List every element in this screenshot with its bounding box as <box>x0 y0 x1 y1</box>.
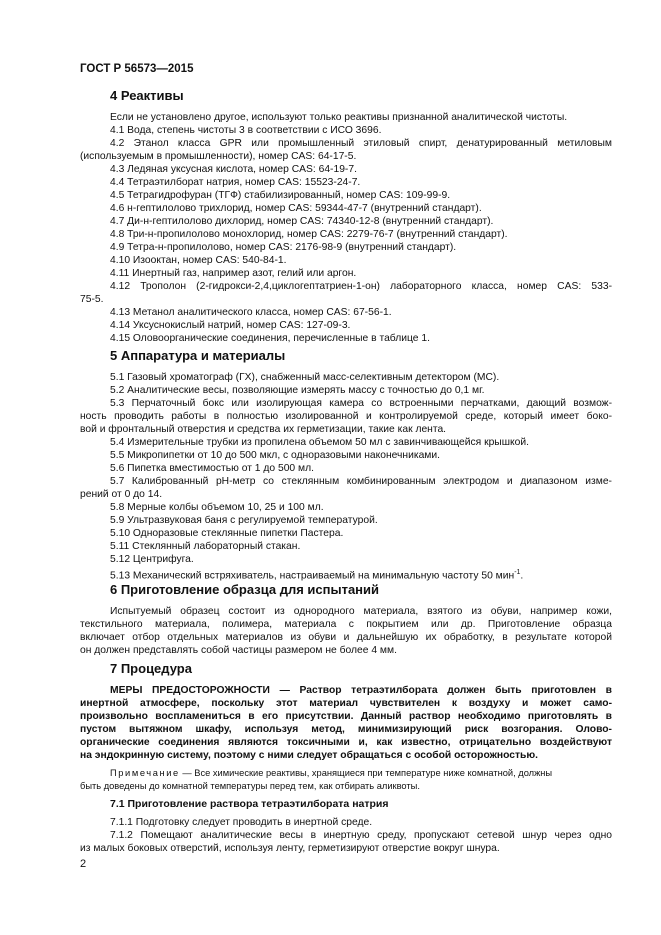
page-number: 2 <box>80 858 87 870</box>
warning-line: произвольно воспламениться в его присутствии. Данный раствор необходимо приготовлять в <box>80 711 612 722</box>
paragraph-text: 5.13 Механический встряхиватель, настраиваемый на минимальную частоту 50 мин <box>110 570 515 582</box>
warning-line: на эндокринную систему, поэтому с ними следует обращаться с особой осторожностью. <box>80 750 539 761</box>
paragraph-line: 4.13 Метанол аналитического класса, номер CAS: 67-56-1. <box>110 307 392 318</box>
paragraph-line: 5.9 Ультразвуковая баня с регулируемой температурой. <box>110 515 378 526</box>
paragraph-line: 75-5. <box>80 294 104 305</box>
paragraph-line: 4.2 Этанол класса GPR или промышленный этиловый спирт, денатурированный метиловым <box>110 138 612 149</box>
paragraph-line: текстильного материала, полимера, материала с покрытием или др. Приготовление образца <box>80 619 612 630</box>
paragraph-line: 4.7 Ди-н-гептилолово дихлорид, номер CAS: 74340-12-8 (внутренний стандарт). <box>110 216 494 227</box>
section-4-title: 4 Реактивы <box>110 88 184 103</box>
paragraph-line: 4.11 Инертный газ, например азот, гелий или аргон. <box>110 268 357 279</box>
paragraph-line: 7.1.1 Подготовку следует проводить в инертной среде. <box>110 817 373 828</box>
document-page <box>80 0 612 935</box>
paragraph-line: из малых боковых отверстий, используя ленту, герметизируют отверстие вокруг шнура. <box>80 843 500 854</box>
paragraph-line: 4.15 Оловоорганические соединения, перечисленные в таблице 1. <box>110 333 430 344</box>
paragraph-line: 5.8 Мерные колбы объемом 10, 25 и 100 мл. <box>110 502 324 513</box>
paragraph-line: 4.1 Вода, степень чистоты 3 в соответствии с ИСО 3696. <box>110 125 382 136</box>
paragraph-line: 5.12 Центрифуга. <box>110 554 194 565</box>
paragraph-line: 4.9 Тетра-н-пропилолово, номер CAS: 2176-98-9 (внутренний стандарт). <box>110 242 457 253</box>
period: . <box>520 570 524 582</box>
paragraph-line: (используемым в промышленности), номер CAS: 64-17-5. <box>80 151 357 162</box>
note-line <box>110 767 552 780</box>
paragraph-line: 5.4 Измерительные трубки из пропилена объемом 50 мл с завинчивающейся крышкой. <box>110 437 529 448</box>
note-line: быть доведены до комнатной температуры перед тем, как отбирать аликвоты. <box>80 781 420 791</box>
section-6-title: 6 Приготовление образца для испытаний <box>110 582 380 597</box>
paragraph-line: ность проводить работы в полностью изолированной и контролируемой среде, который имеет боко- <box>80 411 612 422</box>
paragraph-line: 5.10 Одноразовые стеклянные пипетки Пастера. <box>110 528 344 539</box>
paragraph-line: 5.3 Перчаточный бокс или изолирующая камера со встроенными перчатками, дающий возмож- <box>110 398 612 409</box>
note-text: — Все химические реактивы, хранящиеся при температуре ниже комнатной, должны <box>179 768 553 778</box>
superscript: -1 <box>514 569 521 576</box>
note-label: Примечание <box>110 768 180 778</box>
paragraph-line: 4.14 Уксуснокислый натрий, номер CAS: 127-09-3. <box>110 320 351 331</box>
section-5-title: 5 Аппаратура и материалы <box>110 348 286 363</box>
paragraph-line: 5.11 Стеклянный лабораторный стакан. <box>110 541 301 552</box>
document-header: ГОСТ Р 56573—2015 <box>80 63 194 75</box>
paragraph-line: 7.1.2 Помещают аналитические весы в инертную среду, пропускают сетевой шнур через одно <box>110 830 612 841</box>
paragraph-line: 4.12 Трополон (2-гидрокси-2,4,циклогептатриен-1-он) лабораторного класса, номер CAS: 533- <box>110 281 612 292</box>
warning-line: пустом вытяжном шкафу, используя метод, минимизирующий риск возгорания. Олово- <box>80 724 612 735</box>
paragraph-line: вой и фронтальный отверстия и средства их герметизации, такие как лента. <box>80 424 447 435</box>
paragraph-line: 4.5 Тетрагидрофуран (ТГФ) стабилизированный, номер CAS: 109-99-9. <box>110 190 451 201</box>
paragraph-line: рений от 0 до 14. <box>80 489 163 500</box>
warning-line: МЕРЫ ПРЕДОСТОРОЖНОСТИ — Раствор тетраэтилбората должен быть приготовлен в <box>110 685 612 696</box>
paragraph-line: включает отбор отдельных материалов из обуви и дальнейшую их обработку, в результате которой <box>80 632 612 643</box>
paragraph-line: 4.4 Тетраэтилборат натрия, номер CAS: 15523-24-7. <box>110 177 361 188</box>
paragraph-line: 5.5 Микропипетки от 10 до 500 мкл, с одноразовыми наконечниками. <box>110 450 440 461</box>
paragraph-line: 5.2 Аналитические весы, позволяющие измерять массу с точностью до 0,1 мг. <box>110 385 485 396</box>
paragraph-line: Испытуемый образец состоит из однородного материала, взятого из обуви, например кожи, <box>110 606 612 617</box>
paragraph-line: он должен представлять собой частицы размером не более 4 мм. <box>80 645 397 656</box>
paragraph-line: 5.1 Газовый хроматограф (ГХ), снабженный масс-селективным детектором (МС). <box>110 372 500 383</box>
warning-line: инертной атмосфере, поскольку этот материал чувствителен к воздуху и может само- <box>80 698 612 709</box>
paragraph-line: 4.3 Ледяная уксусная кислота, номер CAS: 64-19-7. <box>110 164 357 175</box>
subsection-7-1-title: 7.1 Приготовление раствора тетраэтилбората натрия <box>110 798 389 810</box>
paragraph-line: 4.10 Изооктан, номер CAS: 540-84-1. <box>110 255 287 266</box>
paragraph-line: Если не установлено другое, используют только реактивы признанной аналитической чистоты. <box>110 112 568 123</box>
paragraph-line: 4.6 н-гептилолово трихлорид, номер CAS: 59344-47-7 (внутренний стандарт). <box>110 203 482 214</box>
paragraph-line: 5.7 Калиброванный pH-метр со стеклянным комбинированным электродом и диапазоном изме- <box>110 476 612 487</box>
warning-line: органические соединения являются токсичными и, как известно, отрицательно воздействуют <box>80 737 612 748</box>
paragraph-line: 4.8 Три-н-пропилолово монохлорид, номер CAS: 2279-76-7 (внутренний стандарт). <box>110 229 508 240</box>
paragraph-line <box>110 566 523 583</box>
section-7-title: 7 Процедура <box>110 661 192 676</box>
paragraph-line: 5.6 Пипетка вместимостью от 1 до 500 мл. <box>110 463 314 474</box>
